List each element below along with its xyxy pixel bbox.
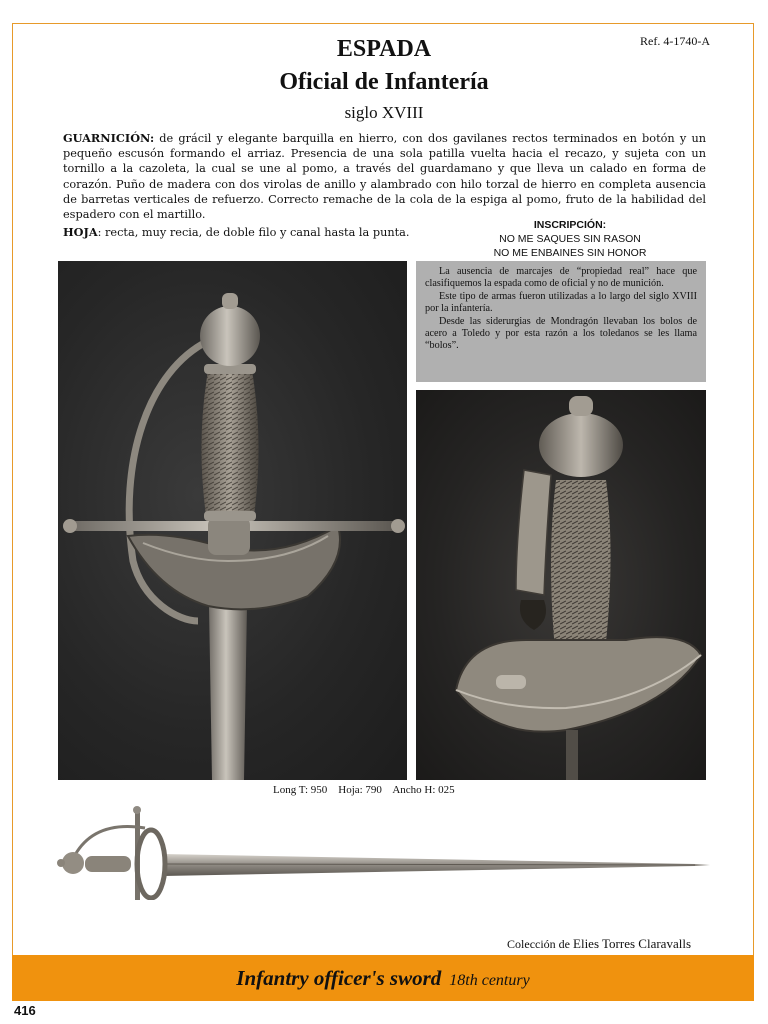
guarnicion-paragraph [63,131,706,222]
full-sword-photo [55,800,715,900]
guarnicion-text: de grácil y elegante barquilla en hierro, con dos gavilanes rectos terminados en botón y un pequeño escusón formando el arriaz. Presencia de una sola patilla vuelta hacia el recazo, y sujeta con un tornillo a la cazoleta, la cual se une al pomo, a través del guardamano y que lleva un calado en forma de corazón. Puño de madera con dos virolas de anillo y alambrado con hilo torzal de hierro en completa ausencia de barretas verticales de refuerzo. Correcto remache de la cola de la espiga al pomo, fruto de la habilidad del espadero con el martillo. [63,132,706,222]
hoja-label: HOJA [63,225,98,239]
collection-prefix: Colección de [507,937,574,951]
hilt-photo-front [58,261,407,780]
inscription-line-2: NO ME ENBAINES SIN HONOR [493,247,647,259]
page-subtitle: Oficial de Infantería [279,69,489,95]
full-sword-illustration [55,800,715,900]
sword-hilt-side-illustration [416,390,706,780]
collector-name: Elies Torres Claravalls [573,936,691,951]
footer-title-band [12,955,754,1001]
reference-number: Ref. 4-1740-A [640,34,710,48]
inscription-line-1: NO ME SAQUES SIN RASON [499,233,641,245]
note-paragraph: La ausencia de marcajes de “propiedad real” hace que clasifiquemos la espada como de oficial y no de munición. [425,266,697,290]
hilt-photo-side [416,390,706,780]
note-paragraph: Desde las siderurgias de Mondragón llevaban los bolos de acero a Toledo y por esta razón a los toledanos se les llama “bolos”. [425,315,697,352]
dimensions-caption: Long T: 950 Hoja: 790 Ancho H: 025 [273,784,455,796]
english-century: 18th century [449,972,530,989]
info-note-box [416,261,706,382]
page-number: 416 [14,1003,36,1018]
sword-hilt-illustration [58,261,407,780]
inscription-heading: INSCRIPCIÓN: [533,219,607,231]
hoja-text: : recta, muy recia, de doble filo y canal hasta la punta. [97,226,410,239]
english-title: Infantry officer's sword [236,966,442,990]
inscription-block [470,218,670,260]
century-label: siglo XVIII [344,103,424,122]
collection-credit [507,936,691,952]
page-title: ESPADA [336,36,432,62]
guarnicion-label: GUARNICIÓN: [63,131,155,145]
hoja-paragraph [63,225,410,239]
note-paragraph: Este tipo de armas fueron utilizadas a lo largo del siglo XVIII por la infantería. [425,290,697,315]
